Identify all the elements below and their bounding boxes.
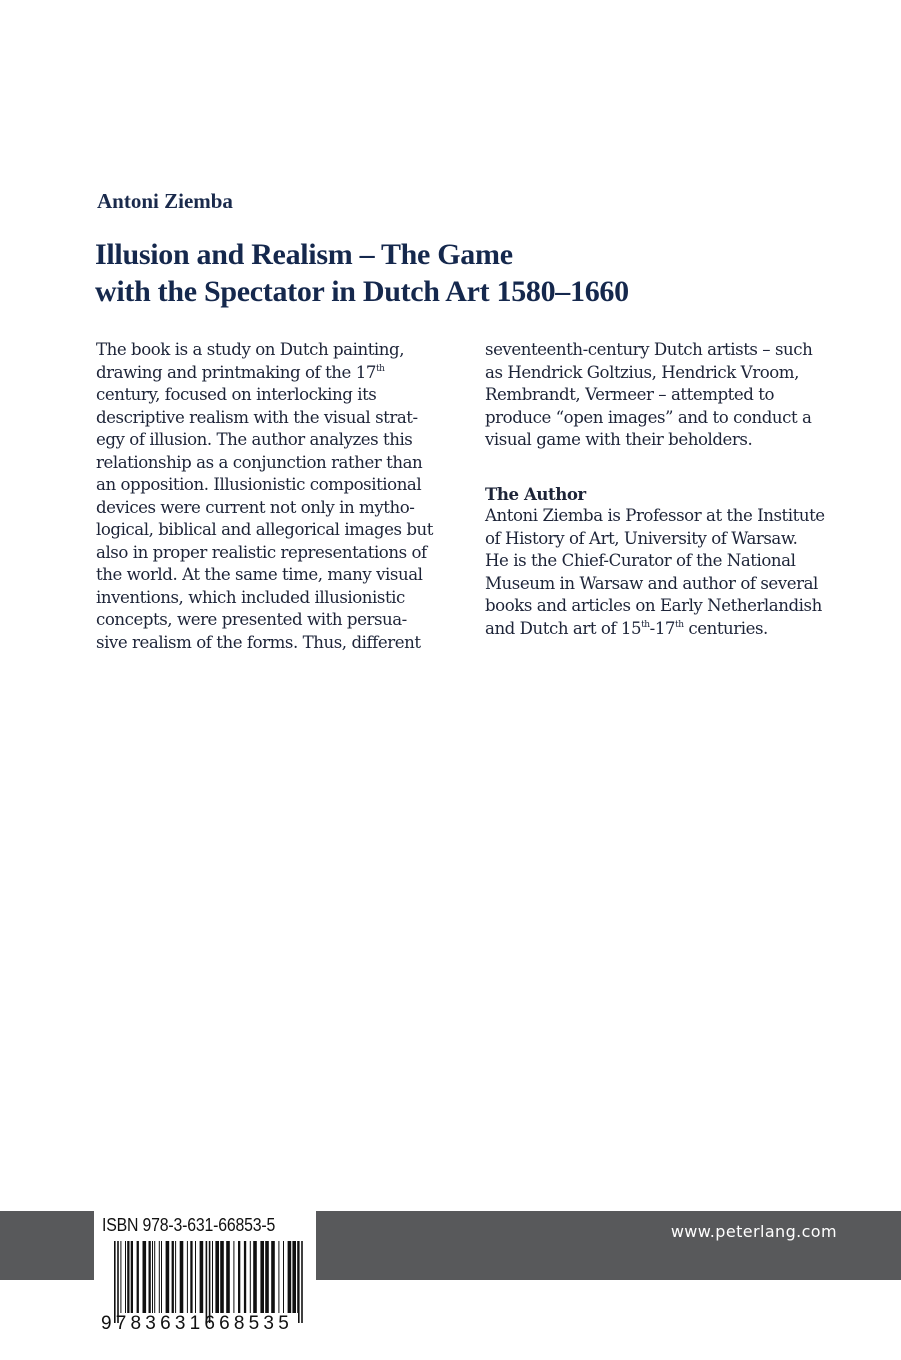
barcode-bar xyxy=(175,1241,176,1313)
barcode-bar xyxy=(154,1241,155,1313)
barcode-bar xyxy=(253,1241,257,1313)
blurb-line: seventeenth-century Dutch artists – such xyxy=(485,340,813,359)
bio-text: and Dutch art of 15 xyxy=(485,618,642,638)
barcode-bar xyxy=(117,1241,119,1323)
blurb-line: egy of illusion. The author analyzes this xyxy=(96,430,413,449)
bio-text: -17 xyxy=(649,618,676,638)
barcode-bar xyxy=(127,1241,129,1313)
author-bio-line: Museum in Warsaw and author of several xyxy=(485,573,818,593)
blurb-line: logical, biblical and allegorical images but xyxy=(96,520,433,539)
author-bio-line: of History of Art, University of Warsaw. xyxy=(485,528,798,548)
author-bio-line: He is the Chief-Curator of the National xyxy=(485,551,796,570)
blurb-line: sive realism of the forms. Thus, different xyxy=(96,632,421,652)
book-title xyxy=(95,236,629,310)
barcode-bar xyxy=(152,1241,153,1313)
barcode-bar xyxy=(161,1241,162,1313)
barcode-bar xyxy=(271,1241,275,1313)
blurb-left-column xyxy=(96,339,433,654)
superscript: th xyxy=(675,619,684,630)
publisher-url: www.peterlang.com xyxy=(670,1222,837,1241)
barcode-bar xyxy=(120,1241,121,1313)
author-section-heading: The Author xyxy=(485,483,586,504)
blurb-line: Rembrandt, Vermeer – attempted to xyxy=(485,385,774,404)
blurb-line xyxy=(96,362,433,385)
barcode-bar xyxy=(149,1241,151,1313)
blurb-line: The book is a study on Dutch painting, xyxy=(96,340,405,359)
barcode-bar xyxy=(172,1241,174,1313)
barcode-bar xyxy=(190,1241,192,1313)
barcode-bar xyxy=(143,1241,147,1313)
blurb-line: concepts, were presented with persua- xyxy=(96,610,407,629)
blurb-line: descriptive realism with the visual strat- xyxy=(96,407,418,427)
barcode-bar xyxy=(200,1241,204,1313)
barcode-bar xyxy=(159,1241,160,1313)
barcode-bar xyxy=(250,1241,251,1313)
barcode-bar xyxy=(125,1241,126,1313)
barcode-bar xyxy=(298,1241,300,1323)
title-line: Illusion and Realism – The Game xyxy=(95,238,513,271)
blurb-line: as Hendrick Goltzius, Hendrick Vroom, xyxy=(485,362,799,382)
blurb-line: produce “open images” and to conduct a xyxy=(485,407,812,427)
blurb-text: drawing and printmaking of the 17 xyxy=(96,362,376,382)
blurb-line: century, focused on interlocking its xyxy=(96,385,377,404)
superscript: th xyxy=(375,363,385,374)
blurb-line: inventions, which included illusionistic xyxy=(96,587,405,607)
footer-band-left xyxy=(0,1211,94,1280)
barcode-bar xyxy=(288,1241,292,1313)
barcode-bar xyxy=(114,1241,116,1323)
barcode-bar xyxy=(278,1241,279,1313)
barcode-bar xyxy=(238,1241,240,1313)
author-bio-line xyxy=(485,618,825,641)
blurb-line: devices were current not only in mytho- xyxy=(96,497,415,517)
barcode-bar xyxy=(131,1241,133,1313)
barcode-bar xyxy=(283,1241,284,1313)
barcode-bar xyxy=(137,1241,139,1313)
barcode xyxy=(108,1241,306,1323)
blurb-line: the world. At the same time, many visual xyxy=(96,565,423,584)
barcode-bar xyxy=(220,1241,224,1313)
barcode-bar xyxy=(215,1241,219,1313)
barcode-bar xyxy=(292,1241,296,1313)
author-bio-line: books and articles on Early Netherlandish xyxy=(485,596,822,615)
barcode-bar xyxy=(209,1241,211,1323)
barcode-bar xyxy=(187,1241,188,1313)
barcode-bar xyxy=(212,1241,213,1313)
title-line: with the Spectator in Dutch Art 1580–1660 xyxy=(95,275,629,308)
author-name: Antoni Ziemba xyxy=(97,189,233,213)
blurb-line: relationship as a conjunction rather than xyxy=(96,452,423,472)
barcode-bar xyxy=(195,1241,196,1313)
barcode-digits: 9783631668535 xyxy=(101,1313,293,1334)
author-bio-line: Antoni Ziemba is Professor at the Institute xyxy=(485,506,825,525)
bio-text: centuries. xyxy=(683,618,768,638)
superscript: th xyxy=(641,619,650,630)
barcode-bar xyxy=(233,1241,234,1313)
barcode-bar xyxy=(260,1241,264,1313)
barcode-bar xyxy=(301,1241,303,1323)
isbn-label: ISBN 978-3-631-66853-5 xyxy=(102,1215,276,1235)
barcode-bar xyxy=(166,1241,170,1313)
barcode-bar xyxy=(206,1241,208,1323)
barcode-bar xyxy=(244,1241,246,1313)
blurb-line: also in proper realistic representations of xyxy=(96,542,427,562)
blurb-line: an opposition. Illusionistic compositional xyxy=(96,475,422,494)
barcode-bar xyxy=(226,1241,230,1313)
barcode-bar xyxy=(265,1241,269,1313)
blurb-line: visual game with their beholders. xyxy=(485,430,753,449)
blurb-right-column xyxy=(485,339,825,640)
barcode-bar xyxy=(180,1241,184,1313)
